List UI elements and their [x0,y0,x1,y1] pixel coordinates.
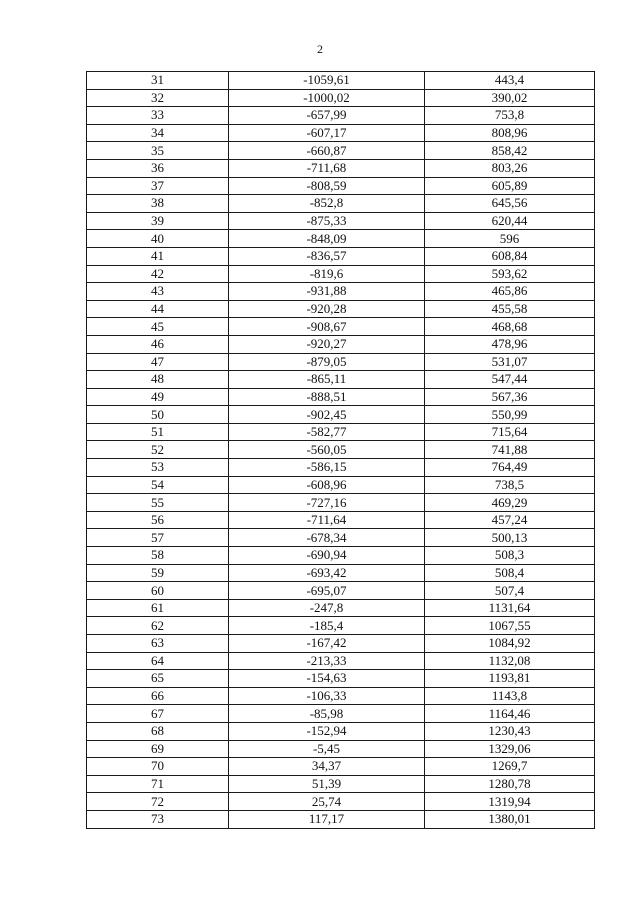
y-coordinate-cell: 469,29 [425,494,595,512]
table-row [87,758,595,776]
point-number-cell: 72 [87,793,229,811]
point-number-cell: 50 [87,406,229,424]
point-number-cell: 44 [87,300,229,318]
x-coordinate-cell: -931,88 [229,283,425,301]
x-coordinate-cell: -920,28 [229,300,425,318]
y-coordinate-cell: 1269,7 [425,758,595,776]
point-number-cell: 33 [87,107,229,125]
x-coordinate-cell: -660,87 [229,142,425,160]
y-coordinate-cell: 738,5 [425,476,595,494]
point-number-cell: 69 [87,740,229,758]
x-coordinate-cell: -852,8 [229,195,425,213]
table-row [87,247,595,265]
y-coordinate-cell: 596 [425,230,595,248]
table-row [87,406,595,424]
x-coordinate-cell: 34,37 [229,758,425,776]
point-number-cell: 56 [87,511,229,529]
y-coordinate-cell: 457,24 [425,511,595,529]
table-row [87,142,595,160]
x-coordinate-cell: -711,64 [229,511,425,529]
point-number-cell: 39 [87,212,229,230]
x-coordinate-cell: -808,59 [229,177,425,195]
x-coordinate-cell: -695,07 [229,582,425,600]
x-coordinate-cell: -152,94 [229,722,425,740]
point-number-cell: 35 [87,142,229,160]
point-number-cell: 67 [87,705,229,723]
table-row [87,635,595,653]
y-coordinate-cell: 620,44 [425,212,595,230]
point-number-cell: 55 [87,494,229,512]
y-coordinate-cell: 1143,8 [425,687,595,705]
x-coordinate-cell: -85,98 [229,705,425,723]
table-row [87,283,595,301]
x-coordinate-cell: -167,42 [229,635,425,653]
y-coordinate-cell: 1084,92 [425,635,595,653]
y-coordinate-cell: 1132,08 [425,652,595,670]
table-row [87,529,595,547]
table-row [87,300,595,318]
y-coordinate-cell: 508,4 [425,564,595,582]
x-coordinate-cell: -5,45 [229,740,425,758]
y-coordinate-cell: 443,4 [425,72,595,90]
point-number-cell: 42 [87,265,229,283]
point-number-cell: 58 [87,547,229,565]
table-row [87,195,595,213]
y-coordinate-cell: 808,96 [425,124,595,142]
y-coordinate-cell: 715,64 [425,423,595,441]
point-number-cell: 71 [87,775,229,793]
x-coordinate-cell: -908,67 [229,318,425,336]
x-coordinate-cell: -711,68 [229,159,425,177]
x-coordinate-cell: -920,27 [229,335,425,353]
table-row [87,212,595,230]
point-number-cell: 36 [87,159,229,177]
y-coordinate-cell: 1164,46 [425,705,595,723]
table-row [87,652,595,670]
table-row [87,476,595,494]
x-coordinate-cell: -1000,02 [229,89,425,107]
x-coordinate-cell: -586,15 [229,459,425,477]
y-coordinate-cell: 1380,01 [425,810,595,828]
table-row [87,810,595,828]
y-coordinate-cell: 1329,06 [425,740,595,758]
x-coordinate-cell: -678,34 [229,529,425,547]
point-number-cell: 43 [87,283,229,301]
point-number-cell: 38 [87,195,229,213]
y-coordinate-cell: 1067,55 [425,617,595,635]
y-coordinate-cell: 1319,94 [425,793,595,811]
x-coordinate-cell: -185,4 [229,617,425,635]
point-number-cell: 34 [87,124,229,142]
table-row [87,124,595,142]
y-coordinate-cell: 478,96 [425,335,595,353]
point-number-cell: 41 [87,247,229,265]
y-coordinate-cell: 645,56 [425,195,595,213]
y-coordinate-cell: 465,86 [425,283,595,301]
table-row [87,335,595,353]
point-number-cell: 59 [87,564,229,582]
point-number-cell: 68 [87,722,229,740]
x-coordinate-cell: 117,17 [229,810,425,828]
y-coordinate-cell: 567,36 [425,388,595,406]
point-number-cell: 52 [87,441,229,459]
table-row [87,582,595,600]
y-coordinate-cell: 753,8 [425,107,595,125]
table-row [87,318,595,336]
point-number-cell: 31 [87,72,229,90]
x-coordinate-cell: -819,6 [229,265,425,283]
point-number-cell: 60 [87,582,229,600]
x-coordinate-cell: -560,05 [229,441,425,459]
x-coordinate-cell: -693,42 [229,564,425,582]
coordinates-table [86,71,595,829]
y-coordinate-cell: 1280,78 [425,775,595,793]
x-coordinate-cell: -727,16 [229,494,425,512]
point-number-cell: 57 [87,529,229,547]
point-number-cell: 65 [87,670,229,688]
x-coordinate-cell: -848,09 [229,230,425,248]
table-row [87,230,595,248]
table-row [87,107,595,125]
point-number-cell: 64 [87,652,229,670]
table-row [87,265,595,283]
y-coordinate-cell: 550,99 [425,406,595,424]
table-row [87,687,595,705]
point-number-cell: 73 [87,810,229,828]
table-row [87,423,595,441]
y-coordinate-cell: 390,02 [425,89,595,107]
x-coordinate-cell: -690,94 [229,547,425,565]
x-coordinate-cell: -106,33 [229,687,425,705]
point-number-cell: 47 [87,353,229,371]
table-row [87,159,595,177]
table-row [87,511,595,529]
point-number-cell: 61 [87,599,229,617]
x-coordinate-cell: -213,33 [229,652,425,670]
point-number-cell: 48 [87,371,229,389]
table-row [87,459,595,477]
point-number-cell: 49 [87,388,229,406]
table-row [87,775,595,793]
point-number-cell: 46 [87,335,229,353]
x-coordinate-cell: -875,33 [229,212,425,230]
x-coordinate-cell: -657,99 [229,107,425,125]
y-coordinate-cell: 593,62 [425,265,595,283]
table-row [87,705,595,723]
point-number-cell: 37 [87,177,229,195]
x-coordinate-cell: -608,96 [229,476,425,494]
table-row [87,617,595,635]
point-number-cell: 40 [87,230,229,248]
table-row [87,722,595,740]
x-coordinate-cell: -247,8 [229,599,425,617]
table-row [87,599,595,617]
y-coordinate-cell: 858,42 [425,142,595,160]
x-coordinate-cell: 51,39 [229,775,425,793]
y-coordinate-cell: 741,88 [425,441,595,459]
point-number-cell: 70 [87,758,229,776]
y-coordinate-cell: 531,07 [425,353,595,371]
point-number-cell: 62 [87,617,229,635]
table-row [87,371,595,389]
y-coordinate-cell: 803,26 [425,159,595,177]
point-number-cell: 51 [87,423,229,441]
y-coordinate-cell: 608,84 [425,247,595,265]
table-row [87,564,595,582]
point-number-cell: 45 [87,318,229,336]
point-number-cell: 32 [87,89,229,107]
table-row [87,793,595,811]
table-row [87,740,595,758]
table-row [87,547,595,565]
table-row [87,670,595,688]
x-coordinate-cell: -836,57 [229,247,425,265]
y-coordinate-cell: 455,58 [425,300,595,318]
y-coordinate-cell: 764,49 [425,459,595,477]
table-row [87,177,595,195]
x-coordinate-cell: -879,05 [229,353,425,371]
coordinates-table-body [87,72,595,829]
table-row [87,353,595,371]
y-coordinate-cell: 500,13 [425,529,595,547]
x-coordinate-cell: -607,17 [229,124,425,142]
table-row [87,72,595,90]
table-row [87,89,595,107]
point-number-cell: 66 [87,687,229,705]
x-coordinate-cell: -1059,61 [229,72,425,90]
y-coordinate-cell: 605,89 [425,177,595,195]
x-coordinate-cell: -902,45 [229,406,425,424]
y-coordinate-cell: 1230,43 [425,722,595,740]
point-number-cell: 53 [87,459,229,477]
point-number-cell: 63 [87,635,229,653]
x-coordinate-cell: -888,51 [229,388,425,406]
y-coordinate-cell: 508,3 [425,547,595,565]
y-coordinate-cell: 507,4 [425,582,595,600]
y-coordinate-cell: 1131,64 [425,599,595,617]
page-number: 2 [317,42,323,56]
table-row [87,441,595,459]
x-coordinate-cell: -582,77 [229,423,425,441]
point-number-cell: 54 [87,476,229,494]
table-row [87,494,595,512]
y-coordinate-cell: 468,68 [425,318,595,336]
y-coordinate-cell: 547,44 [425,371,595,389]
x-coordinate-cell: -154,63 [229,670,425,688]
y-coordinate-cell: 1193,81 [425,670,595,688]
x-coordinate-cell: 25,74 [229,793,425,811]
table-row [87,388,595,406]
x-coordinate-cell: -865,11 [229,371,425,389]
